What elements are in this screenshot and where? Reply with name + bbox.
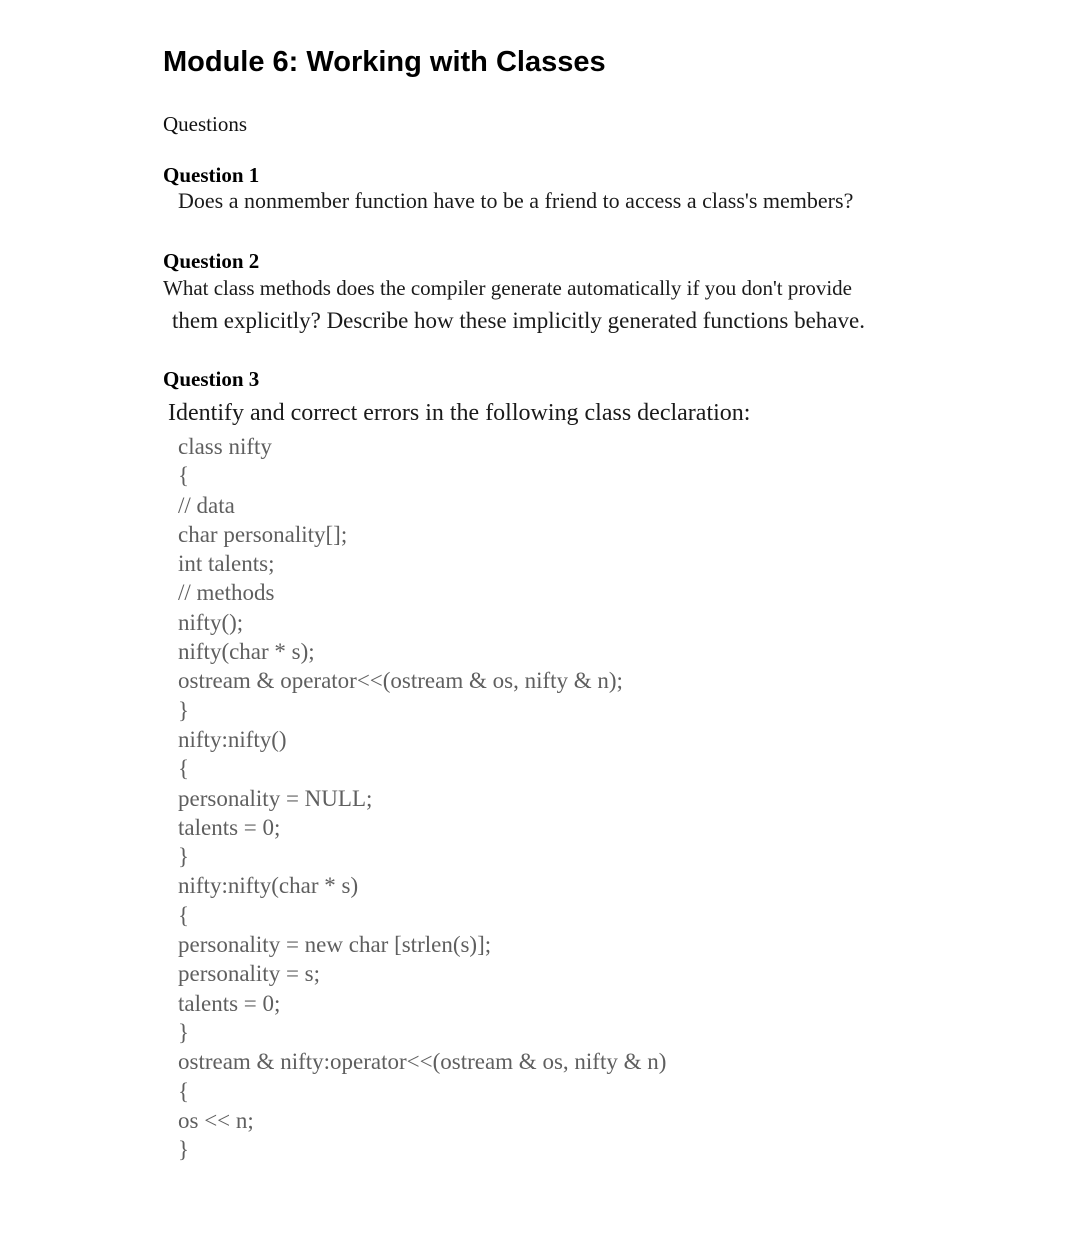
code-line: nifty(char * s); — [178, 639, 315, 665]
code-block — [178, 432, 666, 1164]
question-1-text: Does a nonmember function have to be a friend to access a class's members? — [178, 188, 854, 213]
code-line: // methods — [178, 580, 275, 606]
question-2-text-line-2: them explicitly? Describe how these implicitly generated functions behave. — [172, 308, 865, 333]
code-line: int talents; — [178, 551, 275, 577]
code-line: { — [178, 463, 190, 489]
code-line: } — [178, 844, 190, 870]
code-line: } — [178, 1019, 190, 1045]
code-line: } — [178, 1137, 190, 1163]
code-line: os << n; — [178, 1107, 254, 1133]
question-3-text: Identify and correct errors in the following class declaration: — [168, 400, 751, 426]
question-3-heading: Question 3 — [163, 367, 260, 391]
code-line: nifty(); — [178, 609, 244, 635]
code-line: ostream & nifty:operator<<(ostream & os, nifty & n) — [178, 1049, 667, 1075]
code-line: { — [178, 902, 190, 928]
code-line: personality = NULL; — [178, 785, 373, 811]
code-line: personality = new char [strlen(s)]; — [178, 932, 492, 958]
code-line: } — [178, 697, 190, 723]
code-line: { — [178, 756, 190, 782]
code-line: ostream & operator<<(ostream & os, nifty & n); — [178, 668, 623, 694]
question-2-heading: Question 2 — [163, 249, 260, 273]
code-line: // data — [178, 492, 235, 518]
code-line: talents = 0; — [178, 814, 281, 840]
page-title: Module 6: Working with Classes — [163, 46, 606, 78]
code-line: talents = 0; — [178, 990, 281, 1016]
code-line: { — [178, 1078, 190, 1104]
code-line: personality = s; — [178, 961, 321, 987]
question-1-heading: Question 1 — [163, 163, 260, 187]
code-line: class nifty — [178, 434, 272, 459]
section-label: Questions — [163, 112, 247, 136]
code-line: nifty:nifty() — [178, 726, 287, 752]
question-2-text-line-1: What class methods does the compiler generate automatically if you don't provide — [163, 276, 852, 300]
code-line: nifty:nifty(char * s) — [178, 873, 359, 899]
code-line: char personality[]; — [178, 521, 348, 547]
